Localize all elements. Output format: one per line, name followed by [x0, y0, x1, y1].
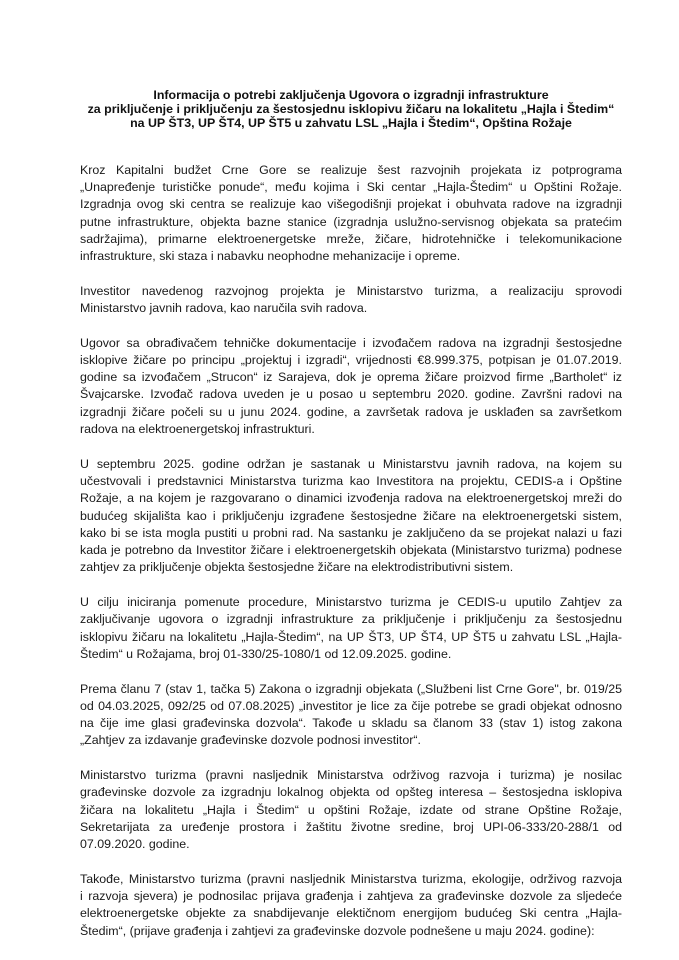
text-line: Ugovor sa obrađivačem tehničke dokumentacije i izvođačem radova na izgradnji šestosjedne: [80, 335, 622, 350]
document-title: [40, 88, 662, 131]
text-line: Ministarstvo turizma (pravni nasljednik Ministarstva održivog razvoja i turizma) je nosilac: [80, 768, 622, 782]
text-line: Takođe, Ministarstvo turizma (pravni nasljednik Ministarstva turizma, ekologije, održivog razvoja: [80, 871, 622, 886]
paragraph-building-permit: [80, 767, 622, 853]
text-line: žičara na lokalitetu „Hajla i Štedim“ u opštini Rožaje, izdate od strane Opštine Rožaje,: [80, 802, 622, 817]
text-line: izgradnji žičare počeli su u junu 2024. godine, a završetak radova je usklađen sa završetkom: [80, 404, 622, 419]
document-body: [80, 162, 622, 940]
text-line: na čije ime glasi građevinska dozvola“. Takođe u skladu sa članom 33 (stav 1) istog zakona: [80, 716, 622, 731]
paragraph-meeting: [80, 456, 622, 577]
text-line: Štedim“, (prijave građenja i zahtjevi za građevinske dozvole podnešene u maju 2024. godine):: [80, 923, 595, 938]
text-line: Sekretarijata za uređenje prostora i žaštitu životne sredine, broj UPI-06-333/20-288/1 od: [80, 819, 622, 834]
text-line: Štedim“ u Rožajama, broj 01-330/25-1080/1 od 12.09.2025. godine.: [80, 646, 452, 661]
text-line: U cilju iniciranja pomenute procedure, Ministarstvo turizma je CEDIS-u uputilo Zahtjev za: [80, 595, 622, 610]
paragraph-law-article: [80, 681, 622, 750]
text-line: kako bi se ista mogla pustiti u probni rad. Na sastanku je zaključeno da se projekat nalazi u fazi: [80, 525, 622, 540]
text-line: isklopive žičare po principu „projektuj i izgradi“, vrijednosti €8.999.375, potpisan je 01.07.2019.: [80, 352, 622, 367]
paragraph-investor: [80, 283, 622, 318]
text-line: Švajcarske. Izvođač radova uveden je u posao u septembru 2020. godine. Završni radovi na: [80, 387, 622, 402]
text-line: „Zahtjev za izdavanje građevinske dozvole podnosi investitor“.: [80, 733, 421, 748]
text-line: Rožaje, a na kojem je razgovarano o dinamici izvođenja radova na elektroenergetskoj mreži do: [80, 491, 622, 506]
text-line: „Unapređenje turističke ponude“, među kojima i Ski centar „Hajla-Štedim“ u Opštini Rožaje.: [80, 179, 622, 194]
text-line: građevinske dozvole za izgradnju lokalnog objekta od opšteg interesa – šestosjedna isklopiva: [80, 785, 622, 800]
text-line: radova na elektroenergetskoj infrastrukturi.: [80, 422, 315, 437]
text-line: Ministarstvo javnih radova, kao naručila svih radova.: [80, 300, 368, 315]
text-line: budućeg skijališta kao i priključenju izgrađene šestosjedne žičare na elektroenergetski sistem,: [80, 508, 622, 523]
text-line: zahtjev za priključenje objekta šestosjedne žičare na elektrodistributivni sistem.: [80, 560, 514, 575]
text-line: elektroenergetske objekte za snabdijevanje elektičnom energijom budućeg Ski centra „Hajla-: [80, 906, 622, 921]
title-line-3: na UP ŠT3, UP ŠT4, UP ŠT5 u zahvatu LSL „Hajla i Štedim“, Opština Rožaje: [130, 116, 572, 131]
paragraph-cedis-request: [80, 594, 622, 663]
paragraph-energy-permits: [80, 871, 622, 940]
text-line: Izgradnja ovog ski centra se realizuje kao višegodišnji projekat i obuhvata radove na izgradnji: [80, 197, 622, 212]
text-line: učestvovali i predstavnici Ministarstva turizma kao Investitora na projektu, CEDIS-a i Opštine: [80, 473, 622, 488]
text-line: putne infrastrukture, objekta bazne stanice (izgradnja uslužno-servisnog objekata sa pratećim: [80, 214, 622, 229]
paragraph-capital-budget: [80, 162, 622, 266]
text-line: 07.09.2020. godine.: [80, 837, 190, 852]
text-line: isklopivu žičaru na lokalitetu „Hajla-Štedim“, na UP ŠT3, UP ŠT4, UP ŠT5 u zahvatu LSL „Hajla-: [80, 629, 622, 644]
text-line: sadržajima), primarne elektroenergetske mreže, žičare, hidrotehničke i telekomunikacione: [80, 231, 622, 246]
title-line-1: Informacija o potrebi zaključenja Ugovora o izgradnji infrastrukture: [153, 88, 549, 102]
paragraph-contract: [80, 335, 622, 439]
text-line: i razvoja sjevera) je podnosilac prijava građenja i zahtjeva za građevinske dozvole za sljedeće: [80, 889, 622, 904]
document-page: [80, 88, 622, 957]
text-line: U septembru 2025. godine održan je sastanak u Ministarstvu javnih radova, na kojem su: [80, 456, 622, 471]
text-line: od 04.03.2025, 092/25 od 07.08.2025) „investitor je lice za čije potrebe se gradi objekat odnosno: [80, 698, 622, 713]
text-line: godine sa izvođačem „Strucon“ iz Sarajeva, dok je oprema žičare proizvod firme „Bartholet“ iz: [80, 370, 622, 385]
text-line: Kroz Kapitalni budžet Crne Gore se realizuje šest razvojnih projekata iz potprograma: [80, 162, 622, 177]
text-line: kada je potrebno da Investitor žičare i elektroenergetskih objekata (Ministarstvo turizma) podnese: [80, 543, 622, 558]
text-line: Prema članu 7 (stav 1, tačka 5) Zakona o izgradnji objekata („Službeni list Crne Gore", br. 019/25: [80, 681, 622, 696]
text-line: infrastrukture, ski staza i nabavku neophodne mehanizacije i opreme.: [80, 249, 461, 264]
text-line: Investitor navedenog razvojnog projekta je Ministarstvo turizma, a realizaciju sprovodi: [80, 283, 622, 298]
title-line-2: za priključenje i priključenju za šestosjednu isklopivu žičaru na lokalitetu „Hajla i Štedim“: [87, 102, 615, 117]
text-line: zaključivanje ugovora o izgradnji infrastrukture za priključenje i priključenju za šestosjednu: [80, 612, 622, 627]
